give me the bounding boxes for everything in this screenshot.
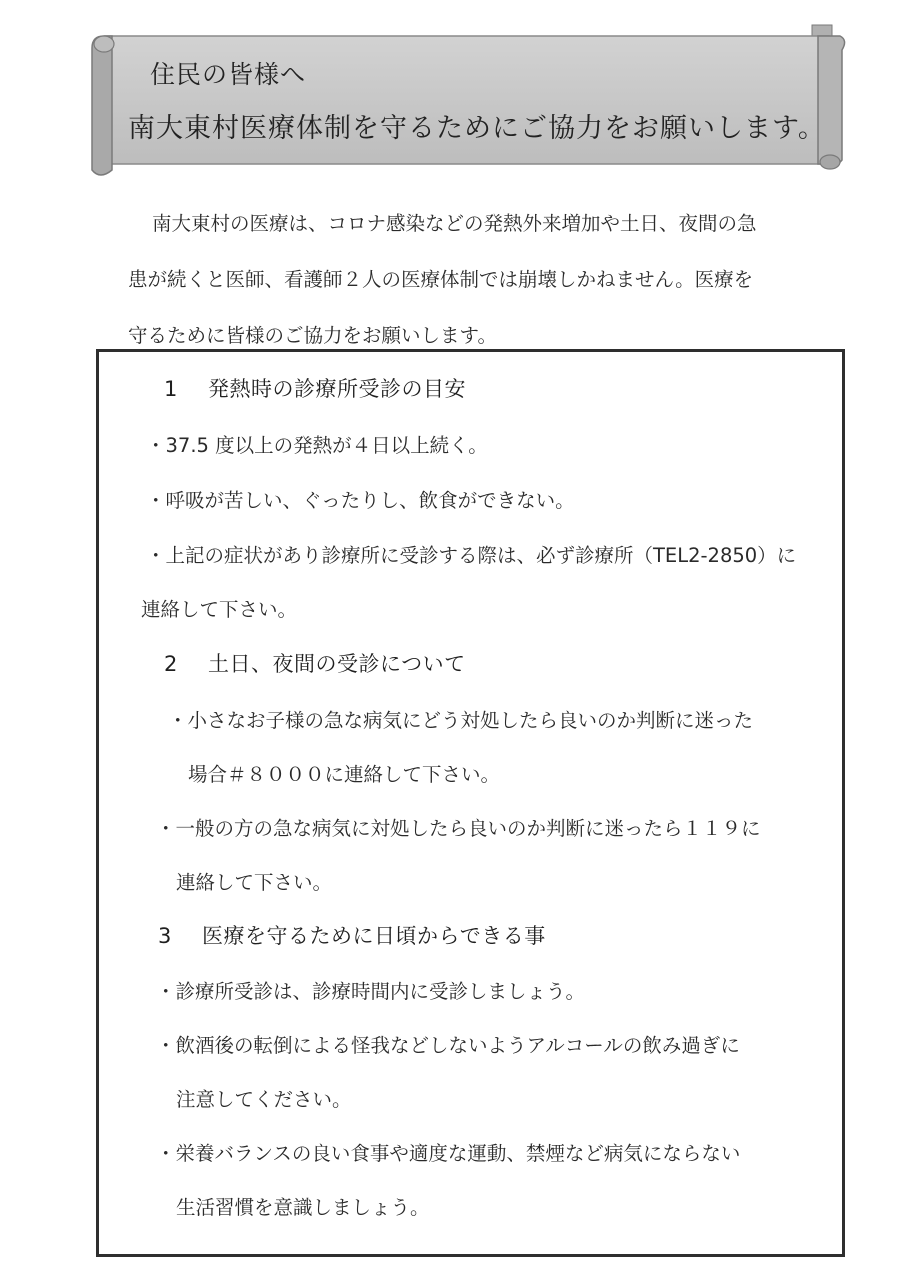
section-number: 1 bbox=[164, 377, 178, 401]
section-heading-3 bbox=[158, 920, 546, 950]
intro-line: 患が続くと医師、看護師２人の医療体制では崩壊しかねません。医療を bbox=[128, 268, 754, 291]
list-item: ・一般の方の急な病気に対処したら良いのか判断に迷ったら１１９に bbox=[156, 817, 761, 840]
list-item-continued: 生活習慣を意識しましょう。 bbox=[176, 1196, 430, 1219]
intro-line: 南大東村の医療は、コロナ感染などの発熱外来増加や土日、夜間の急 bbox=[152, 212, 757, 235]
section-number: 3 bbox=[158, 924, 172, 948]
intro-line: 守るために皆様のご協力をお願いします。 bbox=[128, 324, 497, 347]
list-item: ・診療所受診は、診療時間内に受診しましょう。 bbox=[156, 980, 586, 1003]
list-item: ・37.5 度以上の発熱が４日以上続く。 bbox=[146, 434, 488, 457]
section-heading-1 bbox=[164, 373, 466, 403]
section-title: 発熱時の診療所受診の目安 bbox=[208, 377, 466, 401]
list-item-continued: 場合＃８０００に連絡して下さい。 bbox=[188, 763, 501, 786]
list-item-continued: 連絡して下さい。 bbox=[176, 871, 333, 894]
banner-greeting: 住民の皆様へ bbox=[150, 60, 307, 89]
section-title: 医療を守るために日頃からできる事 bbox=[202, 924, 546, 948]
list-item-continued: 連絡して下さい。 bbox=[141, 598, 298, 621]
list-item: ・飲酒後の転倒による怪我などしないようアルコールの飲み過ぎに bbox=[156, 1034, 740, 1057]
section-number: 2 bbox=[164, 652, 178, 676]
list-item: ・栄養バランスの良い食事や適度な運動、禁煙など病気にならない bbox=[156, 1142, 741, 1165]
intro-paragraph bbox=[128, 196, 828, 364]
list-item: ・小さなお子様の急な病気にどう対処したら良いのか判断に迷った bbox=[168, 709, 754, 732]
section-title: 土日、夜間の受診について bbox=[208, 652, 466, 676]
list-item: ・上記の症状があり診療所に受診する際は、必ず診療所（TEL2-2850）に bbox=[146, 544, 797, 567]
scroll-banner-graphic bbox=[0, 0, 905, 190]
section-heading-2 bbox=[164, 648, 466, 678]
list-item: ・呼吸が苦しい、ぐったりし、飲食ができない。 bbox=[146, 489, 575, 512]
list-item-continued: 注意してください。 bbox=[176, 1088, 352, 1111]
title-banner bbox=[0, 0, 905, 190]
banner-title: 南大東村医療体制を守るためにご協力をお願いします。 bbox=[128, 113, 826, 144]
